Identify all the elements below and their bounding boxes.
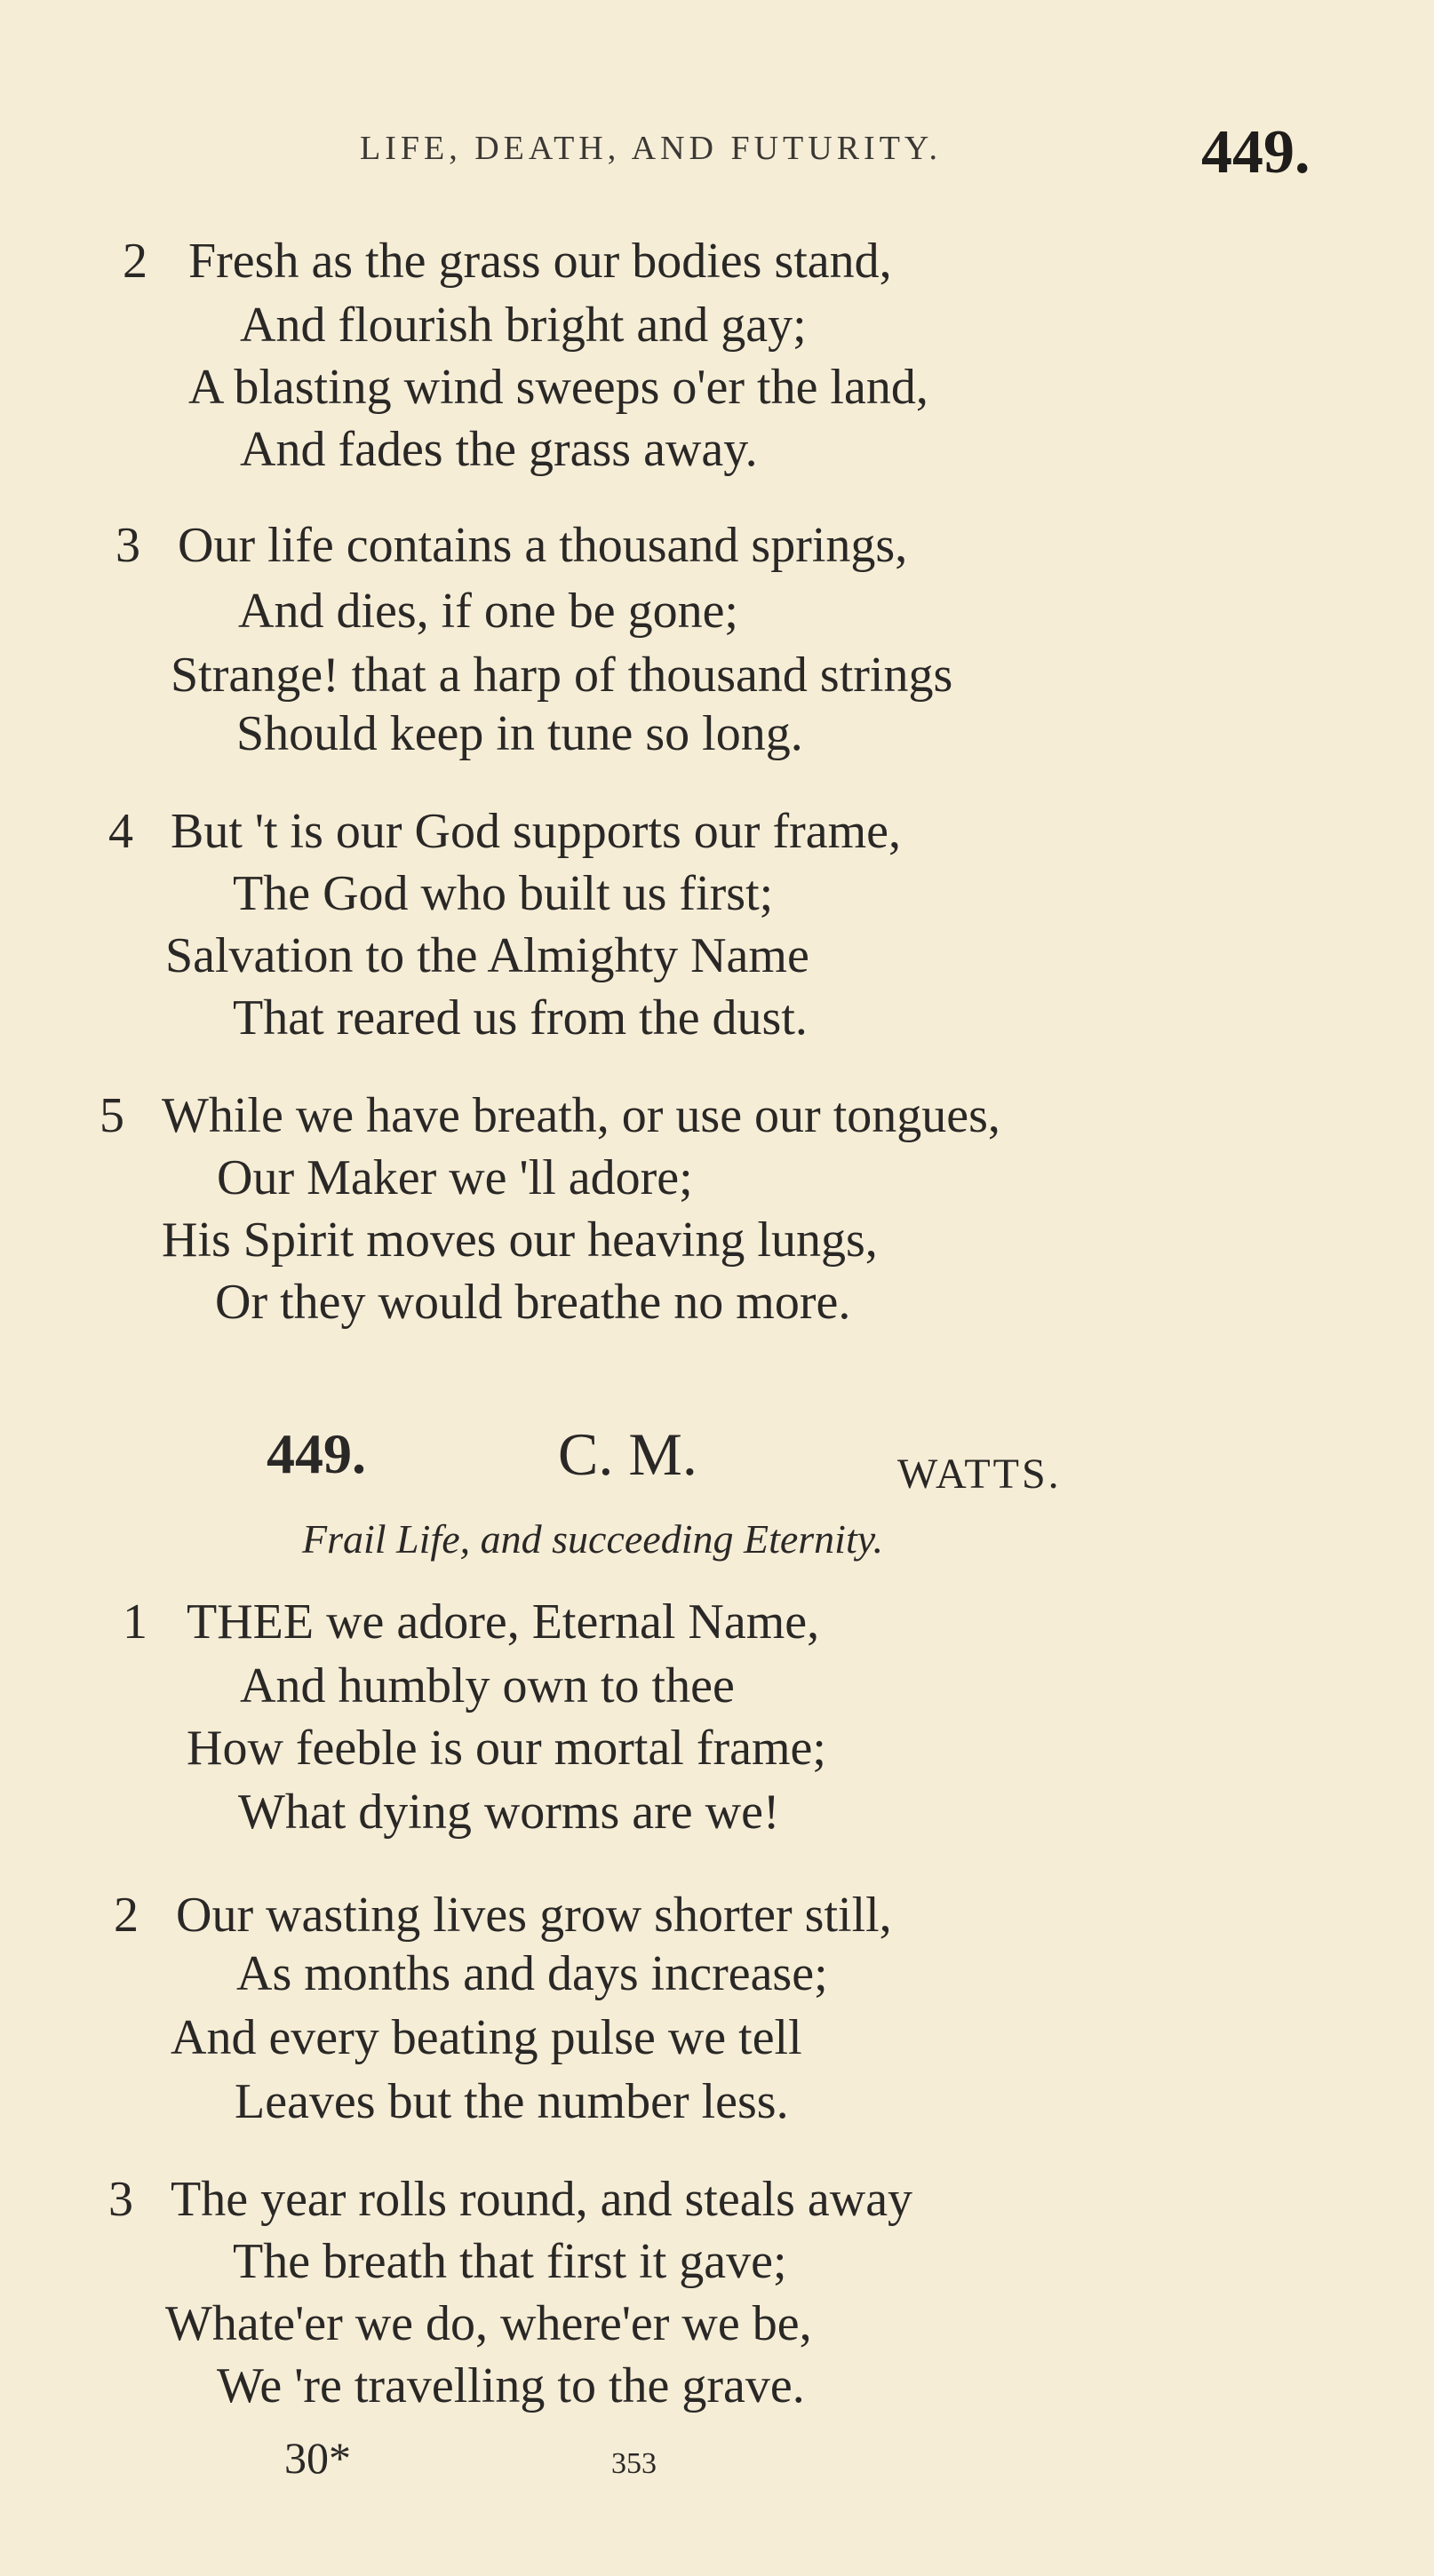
stanza-number: 5 — [100, 1088, 124, 1143]
verse-line: Strange! that a harp of thousand strings — [171, 648, 953, 703]
running-title: LIFE, DEATH, AND FUTURITY. — [360, 130, 942, 167]
verse-line: The breath that first it gave; — [233, 2234, 787, 2289]
verse-line: How feeble is our mortal frame; — [187, 1721, 826, 1776]
stanza-number: 2 — [114, 1888, 139, 1943]
verse-line: Salvation to the Almighty Name — [165, 928, 809, 983]
verse-line: Our life contains a thousand springs, — [178, 518, 908, 573]
verse-line: As months and days increase; — [236, 1946, 828, 2001]
verse-line: The year rolls round, and steals away — [171, 2172, 913, 2227]
stanza-number: 1 — [123, 1594, 147, 1650]
hymn-meter: C. M. — [558, 1420, 697, 1488]
page-number: 353 — [611, 2447, 657, 2480]
stanza-number: 2 — [123, 234, 147, 289]
stanza-number: 3 — [108, 2172, 133, 2227]
hymn-author: WATTS. — [897, 1451, 1062, 1498]
verse-line: What dying worms are we! — [238, 1785, 780, 1840]
verse-line: Leaves but the number less. — [235, 2074, 789, 2129]
verse-line: We 're travelling to the grave. — [217, 2358, 805, 2413]
verse-line: His Spirit moves our heaving lungs, — [162, 1212, 878, 1268]
verse-line: But 't is our God supports our frame, — [171, 804, 902, 859]
verse-line: THEE we adore, Eternal Name, — [187, 1594, 820, 1650]
signature-mark: 30* — [284, 2433, 351, 2483]
verse-line: Fresh as the grass our bodies stand, — [188, 234, 892, 289]
verse-line: That reared us from the dust. — [233, 990, 808, 1046]
verse-line: Or they would breathe no more. — [215, 1275, 851, 1330]
stanza-number: 4 — [108, 804, 133, 859]
verse-line: And humbly own to thee — [240, 1658, 735, 1713]
verse-line: And fades the grass away. — [240, 422, 758, 477]
verse-line: And every beating pulse we tell — [171, 2010, 802, 2065]
verse-line: A blasting wind sweeps o'er the land, — [188, 360, 928, 415]
header-hymn-number: 449. — [1201, 118, 1311, 187]
verse-line: Whate'er we do, where'er we be, — [165, 2296, 812, 2351]
verse-line: Should keep in tune so long. — [236, 706, 803, 761]
verse-line: While we have breath, or use our tongues, — [162, 1088, 1000, 1143]
hymn-number: 449. — [267, 1422, 366, 1485]
stanza-number: 3 — [116, 518, 140, 573]
verse-line: The God who built us first; — [233, 866, 774, 921]
verse-line: And dies, if one be gone; — [238, 584, 738, 639]
verse-line: Our wasting lives grow shorter still, — [176, 1888, 892, 1943]
verse-line: Our Maker we 'll adore; — [217, 1150, 693, 1205]
hymn-subtitle: Frail Life, and succeeding Eternity. — [302, 1516, 884, 1562]
verse-line: And flourish bright and gay; — [240, 298, 807, 353]
